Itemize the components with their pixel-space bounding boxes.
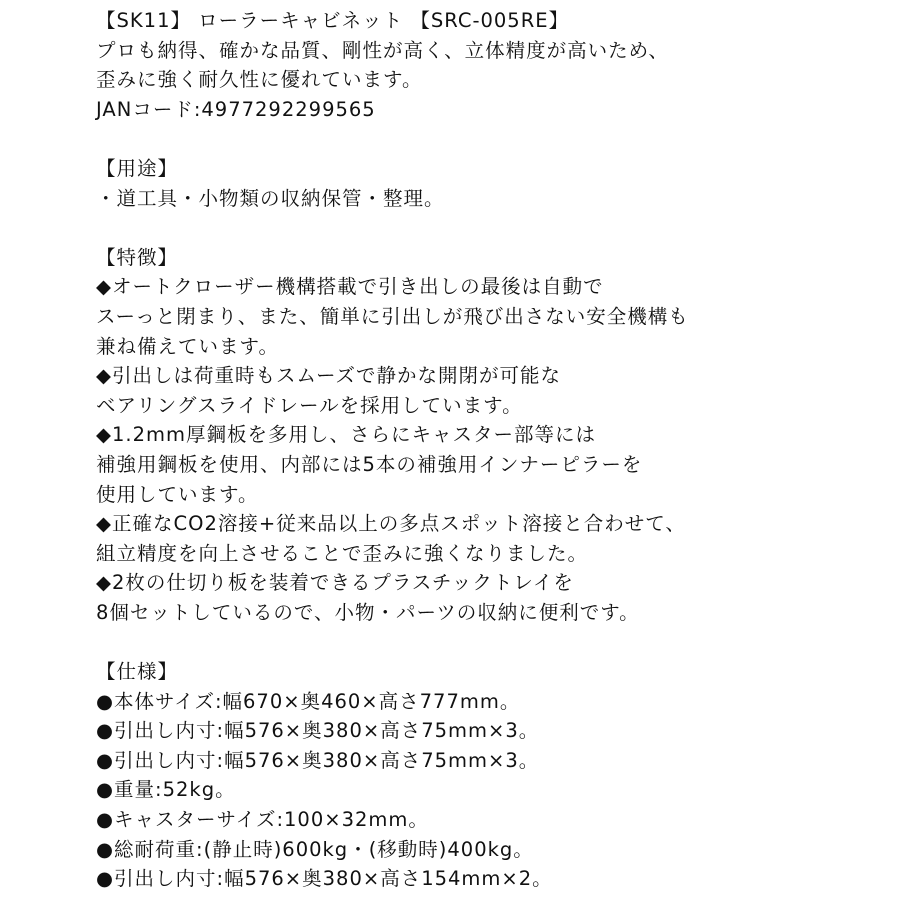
spec-line: ●本体サイズ:幅670×奥460×高さ777mm。 <box>96 689 521 713</box>
feature-line: スーっと閉まり、また、簡単に引出しが飛び出さない安全機構も <box>96 304 689 328</box>
feature-line: 8個セットしているので、小物・パーツの収納に便利です。 <box>96 600 640 624</box>
product-title: 【SK11】 ローラーキャビネット 【SRC-005RE】 <box>96 9 570 32</box>
jan-code: JANコード:4977292299565 <box>96 97 376 121</box>
features-heading: 【特徴】 <box>96 245 179 269</box>
usage-line: ・道工具・小物類の収納保管・整理。 <box>96 186 445 210</box>
feature-line: ◆正確なCO2溶接+従来品以上の多点スポット溶接と合わせて、 <box>96 512 686 536</box>
feature-line: ◆引出しは荷重時もスムーズで静かな開閉が可能な <box>96 364 562 388</box>
spec-line: ●重量:52kg。 <box>96 778 236 802</box>
spec-line: ●キャスターサイズ:100×32mm。 <box>96 808 429 832</box>
feature-line: ◆2枚の仕切り板を装着できるプラスチックトレイを <box>96 571 574 595</box>
feature-line: 兼ね備えています。 <box>96 334 279 358</box>
usage-heading: 【用途】 <box>96 156 179 180</box>
section-gap <box>96 627 900 657</box>
feature-line: ◆オートクローザー機構搭載で引き出しの最後は自動で <box>96 275 604 299</box>
spec-line: ●引出し内寸:幅576×奥380×高さ75mm×3。 <box>96 719 540 743</box>
feature-line: ベアリングスライドレールを採用しています。 <box>96 393 523 417</box>
section-gap <box>96 124 900 154</box>
feature-line: 組立精度を向上させることで歪みに強くなりました。 <box>96 541 589 565</box>
spec-line: ●引出し内寸:幅576×奥380×高さ154mm×2。 <box>96 867 553 891</box>
feature-line: 使用しています。 <box>96 482 259 506</box>
section-gap <box>96 213 900 243</box>
feature-line: 補強用鋼板を使用、内部には5本の補強用インナーピラーを <box>96 452 643 476</box>
spec-line: ●総耐荷重:(静止時)600kg・(移動時)400kg。 <box>96 837 534 861</box>
specs-heading: 【仕様】 <box>96 660 179 684</box>
description-line: プロも納得、確かな品質、剛性が高く、立体精度が高いため、 <box>96 38 669 62</box>
description-line: 歪みに強く耐久性に優れています。 <box>96 68 423 92</box>
feature-line: ◆1.2mm厚鋼板を多用し、さらにキャスター部等には <box>96 423 596 447</box>
spec-line: ●引出し内寸:幅576×奥380×高さ75mm×3。 <box>96 748 540 772</box>
